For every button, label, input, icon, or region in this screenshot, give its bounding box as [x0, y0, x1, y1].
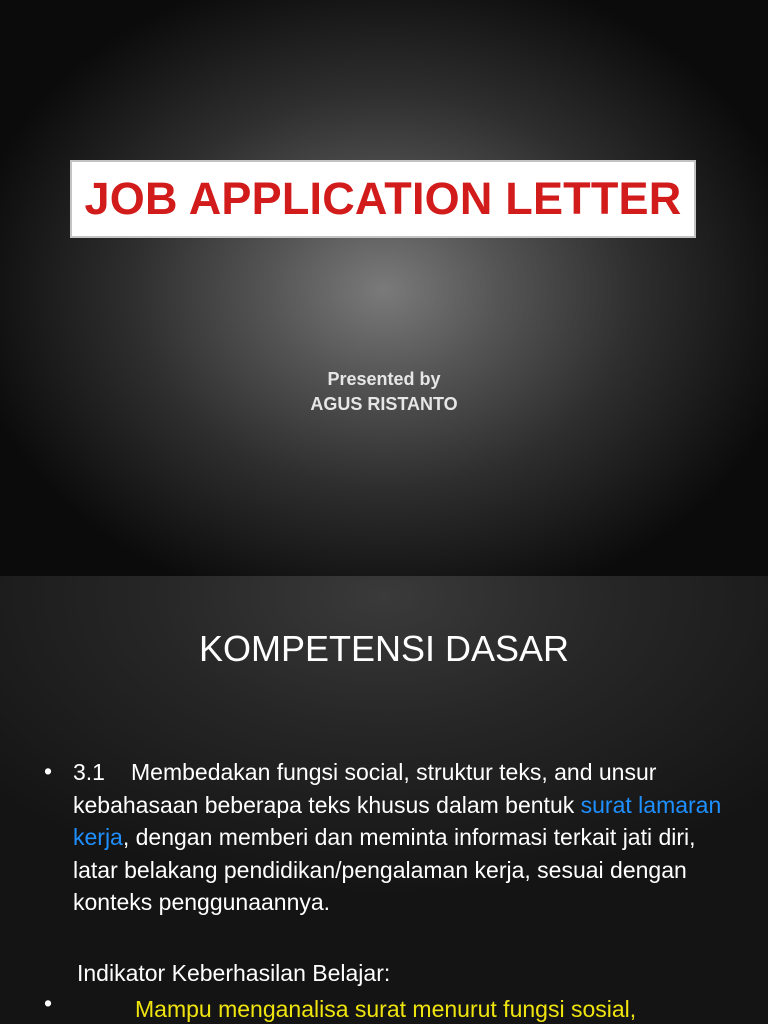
- bullet-icon: •: [44, 758, 53, 784]
- kd-text-after: , dengan memberi dan meminta informasi terkait jati diri, latar belakang pendidikan/pengalaman kerja, sesuai dengan konteks penggunaannya.: [73, 824, 696, 915]
- kd-link-surat-lamaran[interactable]: surat lamaran kerja: [73, 791, 722, 850]
- indikator-item: Mampu menganalisa surat menurut fungsi sosial,: [135, 996, 637, 1022]
- slide-title-text: JOB APPLICATION LETTER: [84, 173, 682, 224]
- kompetensi-paragraph: [73, 756, 723, 919]
- bullet-icon: •: [44, 990, 53, 1016]
- kompetensi-heading: KOMPETENSI DASAR: [198, 628, 570, 669]
- title-box: [70, 160, 696, 238]
- presented-by-label: Presented by: [327, 369, 441, 389]
- kd-text-before: Membedakan fungsi social, struktur teks, and unsur kebahasaan beberapa teks khusus dalam bentuk: [73, 759, 657, 818]
- slide-kompetensi: [0, 576, 768, 1024]
- indikator-label: Indikator Keberhasilan Belajar:: [77, 960, 391, 986]
- presenter-name: AGUS RISTANTO: [310, 394, 458, 414]
- kd-number: 3.1: [73, 759, 105, 785]
